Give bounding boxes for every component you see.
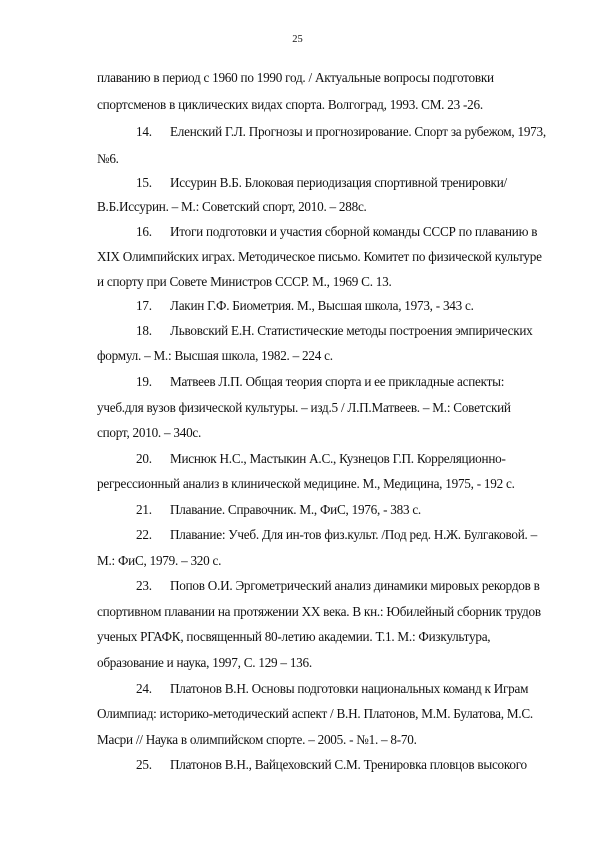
text-line: спортивном плавании на протяжении XX века. В кн.: Юбилейный сборник трудов	[97, 604, 541, 619]
reference-text: Лакин Г.Ф. Биометрия. М., Высшая школа, 1973, - 343 с.	[170, 298, 474, 313]
reference-text: Львовский Е.Н. Статистические методы построения эмпирических	[170, 323, 533, 338]
reference-text: Миснюк Н.С., Мастыкин А.С., Кузнецов Г.П. Корреляционно-	[170, 451, 506, 466]
reference-entry-first-line	[136, 681, 528, 697]
text-line: XIX Олимпийских играх. Методическое письмо. Комитет по физической культуре	[97, 249, 542, 264]
text-line: ученых РГАФК, посвященный 80-летию академии. Т.1. М.: Физкультура,	[97, 629, 491, 644]
reference-entry-first-line	[136, 578, 540, 594]
text-line: №6.	[97, 151, 119, 166]
reference-entry-first-line	[136, 451, 506, 467]
text-line: формул. – М.: Высшая школа, 1982. – 224 с.	[97, 348, 333, 363]
reference-number: 25.	[136, 757, 152, 772]
reference-number: 24.	[136, 681, 152, 696]
reference-entry-first-line	[136, 502, 421, 518]
reference-text: Платонов В.Н., Вайцеховский С.М. Тренировка пловцов высокого	[170, 757, 527, 772]
text-line: плаванию в период с 1960 по 1990 год. / Актуальные вопросы подготовки	[97, 70, 494, 85]
reference-entry-first-line	[136, 298, 474, 314]
reference-text: Плавание: Учеб. Для ин-тов физ.культ. /Под ред. Н.Ж. Булгаковой. –	[170, 527, 537, 542]
reference-entry-first-line	[136, 124, 546, 140]
reference-text: Попов О.И. Эргометрический анализ динамики мировых рекордов в	[170, 578, 540, 593]
reference-entry-first-line	[136, 175, 507, 191]
reference-number: 20.	[136, 451, 152, 466]
text-line: регрессионный анализ в клинической медицине. М., Медицина, 1975, - 192 с.	[97, 476, 515, 491]
reference-text: Плавание. Справочник. М., ФиС, 1976, - 383 с.	[170, 502, 421, 517]
text-line: В.Б.Иссурин. – М.: Советский спорт, 2010. – 288с.	[97, 199, 367, 214]
reference-number: 21.	[136, 502, 152, 517]
reference-text: Платонов В.Н. Основы подготовки национальных команд к Играм	[170, 681, 529, 696]
reference-text: Матвеев Л.П. Общая теория спорта и ее прикладные аспекты:	[170, 374, 505, 389]
reference-number: 18.	[136, 323, 152, 338]
reference-entry-first-line	[136, 757, 527, 773]
reference-entry-first-line	[136, 323, 533, 339]
reference-text: Иссурин В.Б. Блоковая периодизация спортивной тренировки/	[170, 175, 507, 190]
text-line: учеб.для вузов физической культуры. – изд.5 / Л.П.Матвеев. – М.: Советский	[97, 400, 511, 415]
reference-entry-first-line	[136, 527, 537, 543]
text-line: спорт, 2010. – 340с.	[97, 425, 202, 440]
reference-entry-first-line	[136, 374, 504, 390]
reference-number: 15.	[136, 175, 152, 190]
reference-number: 17.	[136, 298, 152, 313]
reference-entry-first-line	[136, 224, 537, 240]
reference-number: 14.	[136, 124, 152, 139]
reference-number: 19.	[136, 374, 152, 389]
reference-number: 16.	[136, 224, 152, 239]
text-line: спортсменов в циклических видах спорта. Волгоград, 1993. СМ. 23 -26.	[97, 97, 483, 112]
text-line: образование и наука, 1997, С. 129 – 136.	[97, 655, 312, 670]
reference-text: Еленский Г.Л. Прогнозы и прогнозирование. Спорт за рубежом, 1973,	[170, 124, 546, 139]
reference-number: 22.	[136, 527, 152, 542]
page-number: 25	[292, 34, 303, 45]
text-line: Масри // Наука в олимпийском спорте. – 2005. - №1. – 8-70.	[97, 732, 417, 747]
text-line: М.: ФиС, 1979. – 320 с.	[97, 553, 222, 568]
text-line: и спорту при Совете Министров СССР. М., 1969 С. 13.	[97, 274, 392, 289]
reference-number: 23.	[136, 578, 152, 593]
text-line: Олимпиад: историко-методический аспект / В.Н. Платонов, М.М. Булатова, М.С.	[97, 706, 533, 721]
reference-text: Итоги подготовки и участия сборной команды СССР по плаванию в	[170, 224, 538, 239]
